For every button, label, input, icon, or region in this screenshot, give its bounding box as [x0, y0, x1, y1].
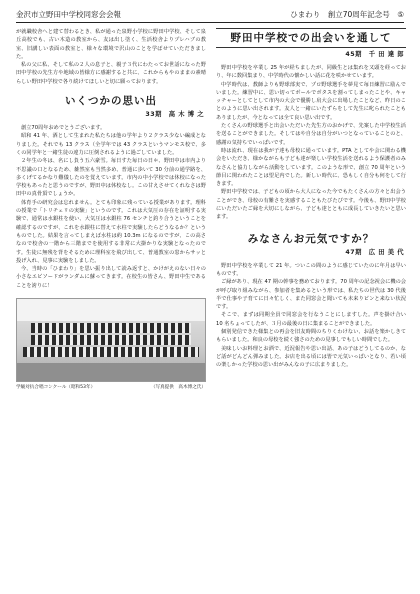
choir-photo	[16, 298, 206, 382]
article-paragraph: 個別発信できた様集との再会を旧友時間のちりくわけない、お話を楽かしきてもらいました。和良の母校を続く強さのための見事しでもしい時間でした。	[216, 329, 406, 344]
intro-paragraph: 私の父に私、そして私の２人の息子と、親子３代にわたってお世話になった野田中学校の先生方や地域の皆様方に感謝すると共に、これからもやのままの素晴らしい野田中学校で各り続けてほしいと切に願っております。	[16, 62, 206, 85]
article-paragraph: 野田中学校では、子どもの頃から大人になった今でもたくさんの方々と出会うことができ、母校の有難さを実感することもたびたびです。今後も、野田中学校にいただいたご縁を大切にしながら、子ども達とともに成長していきたいと思います。	[216, 189, 406, 221]
photo-caption	[16, 384, 206, 390]
article-paragraph: 美味しいお料理とお酒で、近況報告や思い出話、あの子はどうしてるのか、など話がどんどん弾みました。お店を出る頃には皆で元気いっぱいとなり、若い頃の楽しかった学校の思い出がみんなの子に広まりました。	[216, 345, 406, 369]
photo-caption-text: 学級対抗合唱コンクール（昭和53年）	[16, 385, 96, 391]
page-header	[16, 8, 404, 23]
article-how-are-you	[216, 232, 406, 370]
article-paragraph: 時は流れ、現在は我が子達も母校に通っています。PTA としてや会に関わる機会をいただき、様かながらも子ども達が楽しい学校生活を送れるよう保護者のみなさんと協力しながら活動をしています。このような形で、創立 70 周年という節目に関われたことは望足内でした。新しい時代に、恐もしく自分も何をして行きます。	[216, 147, 406, 188]
issue-info: ひまわり 創立70周年記念号 ⑤	[290, 10, 404, 19]
left-column	[16, 28, 206, 584]
article-title: いくつかの思い出	[65, 95, 157, 108]
article-paragraph: 体育手の研究会は忘れません。とても印象に残っている授業があります。理科の授業で「トリチェリの実験」というのです。これは大気圧の存在を証明する実験で、通常は水銀柱を使い、大気圧は水銀柱 76 センチと釣り合うということを確認するのですが、これを水銀柱に替えて水柱で実験したらどうなるか？というものでした。結果を言ってしまえば水柱は約 10.3m になるのですが、この高さなので校舎の一階から三階までを使用する非常に大掛かりな実験となったのです。生徒に無残を背をそるために理科室を飛び出して、普通教室の窓からサッと投げ入れ、見事に実験をしました。	[16, 199, 206, 264]
article-paragraph: たくさんの野球選手と出会いただいた先生方のおかげで、先案した中学校生活を送ることができました。そしてはや自分は自分がいつとなっていることのと、感謝の気持ちでいっぱいです。	[216, 123, 406, 146]
article-byline: 33期 高 木 博 之	[145, 111, 204, 119]
article-paragraph: そこで、まずは同期全員で同窓会を行なうことにしますした。声を掛け合い 10 名ちょってしたが、３月の最後の日に集まることができました。	[216, 312, 406, 327]
article-paragraph: 野田中学校を卒業して 21 年。ついこの間のように感じていたのに年月は早いものです。	[216, 262, 406, 277]
article-encounters	[216, 28, 406, 222]
article-byline: 47期 広 田 美 代	[345, 248, 404, 256]
article-paragraph: 昭和 41 年、酒として生まれた私たちは他の学年より２クラス少ない編成となりました。それでも 13 クラス（全学年では 43 クラスというマンモス校で、多くの同学年と一緒生徒の違力に圧倒されるように過ごしていました。	[16, 133, 206, 156]
intro-section	[16, 28, 206, 86]
article-byline: 45期 千 田 達 郎	[345, 51, 404, 58]
article-paragraph: 中学時代は、教師よりも野球部実で、プロ野球選手を夢見て毎日練習に励んでいました。練習中に、思い切ってボールでボタスを割ってしまったことや、キャッチャーとしてとして市内の大会で優勝し肩大会に出場したことなど、昨日のことのように思い出されます。友人と一緒にいたずらをして先生に叱られたこともありましたが、今となっては全て良い思い出です。	[216, 81, 406, 121]
article-paragraph: ２年生の冬は、名にし負う五六豪雪。毎日すた毎日の日＊、野田中は市内より不思議の口となるため、雑然室も当然多め、普通に歩いて 30 分前の通学路を、多くげてるかなり難儀したのを覚えています。市内の中小学校では休校になった学校もあったと思うのですが、野田中は休校なし。この甘えさせてくれなさは野田中の真骨頂でしょうか。	[16, 158, 206, 198]
article-paragraph: ご縁があり、現在 47 期の幹事を務めております。70 周年の記念祝会に機の会が呼び取り組みながら、参加者を集めるという形では、私たちの世代は 30 代後半で仕事や子育てに日々忙しく、また同窓会と聞いても未来りピンと来ない状況です。	[216, 279, 406, 311]
article-title: 野田中学校での出会いを通して	[216, 28, 406, 48]
newsletter-name: 金沢市立野田中学校同窓会会報	[16, 10, 121, 19]
article-paragraph: 創立70周年おめでとうございます。	[21, 125, 106, 132]
article-paragraph: 今、当時の「ひまわり」を思い振り出して読み返すと、かけがえのない日々の小さなエピソードがランダムに蘇ってきます。在校生の皆さん、野田中生であることを誇りに！	[16, 266, 206, 289]
intro-paragraph: が就職校舎へと建て替わるとき、私が通った泉野小学校に野田中学校、そして泉丘高校でも、古い木造の教室から、友は出し塗く、生活校舎よりプレハブの教室、旧講しい表面の教室と、様々な環境で沢山のことを学ばせていただきました。	[16, 29, 206, 60]
article-memories	[16, 94, 206, 290]
right-column	[216, 28, 406, 584]
article-title: みなさんお元気ですか？	[247, 232, 375, 245]
article-paragraph: 野田中学校を卒業し 25 年が経ちましたが、同級生とは集れを又頭を経っており、年に数回集まり、中学時代の懐かしい話に花を咲かせています。	[216, 65, 406, 80]
photo-credit: （写真提供 高木博之氏）	[150, 385, 206, 391]
